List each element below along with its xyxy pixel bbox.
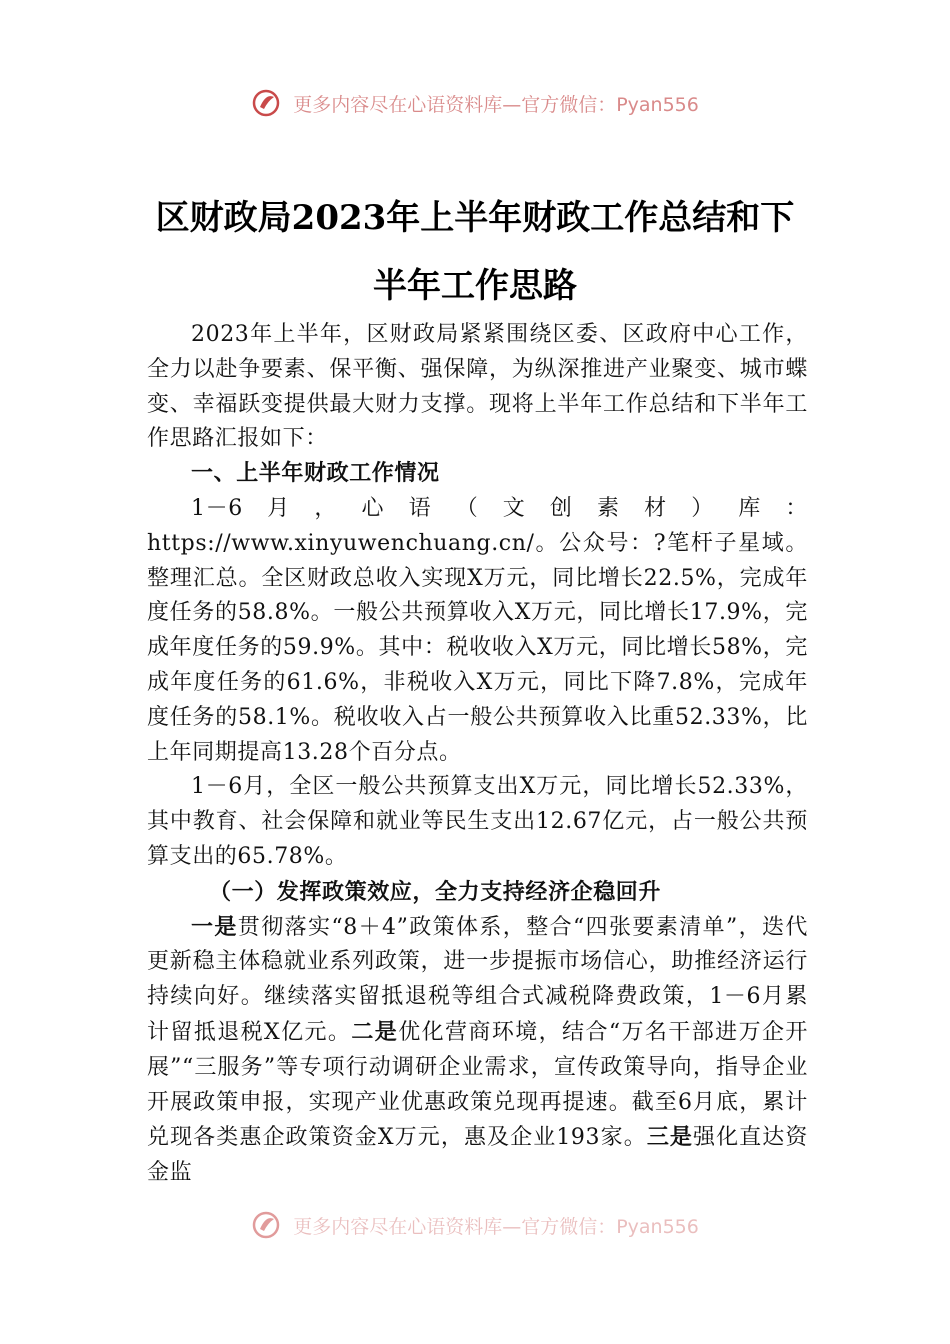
document-title-line1: 区财政局2023年上半年财政工作总结和下 (155, 198, 795, 238)
expenditure-paragraph: 1－6月，全区一般公共预算支出X万元，同比增长52.33%，其中教育、社会保障和就业等民生支出12.67亿元，占一般公共预算支出的65.78%。 (147, 774, 808, 869)
brand-logo-icon (251, 88, 281, 123)
header-watermark (0, 88, 950, 123)
intro-paragraph: 2023年上半年，区财政局紧紧围绕区委、区政府中心工作，全力以赴争要素、保平衡、强保障，为纵深推进产业聚变、城市蝶变、幸福跃变提供最大财力支撑。现将上半年工作总结和下半年工作思路汇报如下： (147, 322, 808, 452)
document-title-line2: 半年工作思路 (373, 266, 577, 306)
footer-watermark-text: 更多内容尽在心语资料库—官方微信：Pyan556 (293, 1216, 699, 1238)
watermark-text: 更多内容尽在心语资料库—官方微信：Pyan556 (293, 94, 699, 116)
section-heading: 一、上半年财政工作情况 (191, 461, 440, 487)
policy-text-2: 优化营商环境，结合“万名干部进万企开展”“三服务”等专项行动调研企业需求，宣传政策导向，指导企业开展政策申报，实现产业优惠政策兑现再提速。截至6月底，累计兑现各类惠企政策资金X万元，惠及企业193家。 (147, 1019, 808, 1151)
subsection-heading: （一）发挥政策效应，全力支持经济企稳回升 (209, 878, 662, 905)
brand-logo-icon (251, 1210, 281, 1245)
document-body (147, 318, 808, 1208)
policy-paragraph (147, 910, 808, 1191)
lead-third: 三是 (646, 1124, 693, 1151)
policy-text-1: 贯彻落实“8＋4”政策体系，整合“四张要素清单”，迭代更新稳主体稳就业系列政策，进一步提振市场信心，助推经济运行持续向好。继续落实留抵退税等组合式减税降费政策，1－6月累计留抵退税X亿元。 (147, 914, 808, 1045)
lead-second: 二是 (351, 1018, 399, 1045)
footer-watermark (0, 1210, 950, 1245)
revenue-paragraph: 1－6月，心语（文创素材）库：https://www.xinyuwenchuang.cn/。公众号：?笔杆子星域。整理汇总。全区财政总收入实现X万元，同比增长22.5%，完成年度任务的58.8%。一般公共预算收入X万元，同比增长17.9%，完成年度任务的59.9%。其中：税收收入X万元，同比增长58%，完成年度任务的61.6%，非税收入X万元，同比下降7.8%，完成年度任务的58.1%。税收收入占一般公共预算收入比重52.33%，比上年同期提高13.28个百分点。 (147, 495, 808, 765)
policy-text-3: 强化直达资金监 (147, 1125, 808, 1186)
lead-first: 一是 (191, 913, 238, 940)
